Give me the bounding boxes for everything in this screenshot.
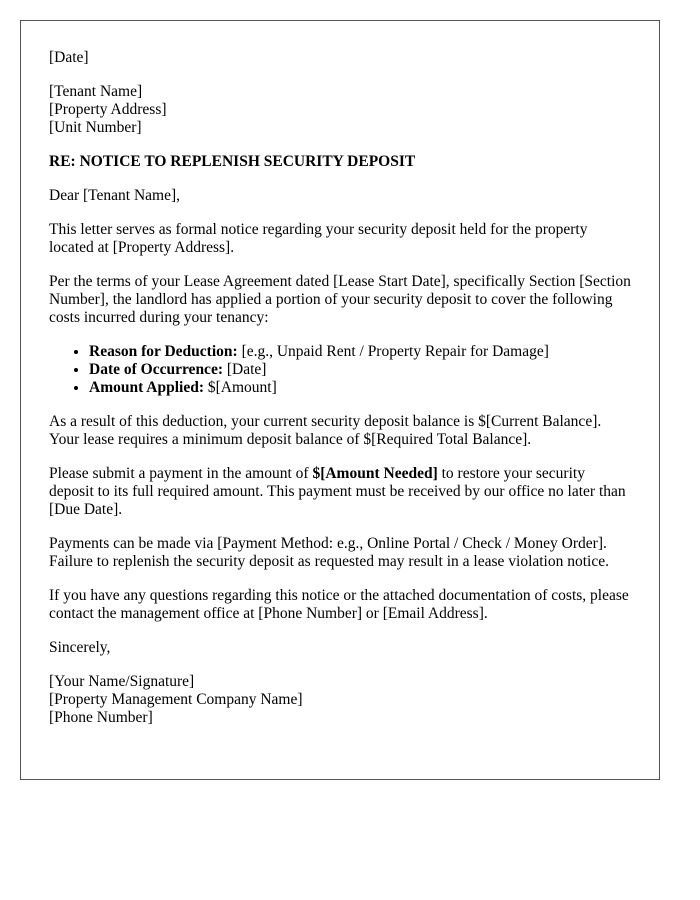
subject-line: RE: NOTICE TO REPLENISH SECURITY DEPOSIT xyxy=(49,153,416,170)
salutation: Dear [Tenant Name], xyxy=(49,187,181,204)
payment-text-before: Please submit a payment in the amount of xyxy=(49,465,313,482)
paragraph-contact: If you have any questions regarding this notice or the attached documentation of costs, please contact the management office at [Phone Number] or [Email Address]. xyxy=(49,587,629,622)
signature-block xyxy=(49,673,631,727)
deduction-label: Date of Occurrence: xyxy=(89,361,223,378)
recipient-block xyxy=(49,83,631,137)
letter-date xyxy=(49,49,631,67)
recipient-tenant-name: [Tenant Name] xyxy=(49,83,143,100)
deduction-value: $[Amount] xyxy=(204,379,277,396)
list-item-amount xyxy=(89,379,631,397)
signature-name: [Your Name/Signature] xyxy=(49,673,195,690)
date-text: [Date] xyxy=(49,49,89,66)
deduction-label: Amount Applied: xyxy=(89,379,204,396)
deduction-value: [e.g., Unpaid Rent / Property Repair for Damage] xyxy=(237,343,549,360)
deduction-label: Reason for Deduction: xyxy=(89,343,238,360)
paragraph-lease-terms: Per the terms of your Lease Agreement dated [Lease Start Date], specifically Section [Section Number], the landlord has applied a portion of your security deposit to cover the following costs incurred during your tenancy: xyxy=(49,273,631,326)
paragraph-notice: This letter serves as formal notice regarding your security deposit held for the property located at [Property Address]. xyxy=(49,221,588,256)
paragraph-payment-methods: Payments can be made via [Payment Method: e.g., Online Portal / Check / Money Order]. Failure to replenish the security deposit as requested may result in a lease violation notice. xyxy=(49,535,609,570)
deduction-value: [Date] xyxy=(222,361,267,378)
letter-page xyxy=(20,20,660,780)
paragraph-payment-request xyxy=(49,465,631,519)
signature-phone: [Phone Number] xyxy=(49,709,153,726)
signature-company: [Property Management Company Name] xyxy=(49,691,303,708)
deduction-list xyxy=(49,343,631,397)
paragraph-balance: As a result of this deduction, your current security deposit balance is $[Current Balance]. Your lease requires a minimum deposit balance of $[Required Total Balance]. xyxy=(49,413,602,448)
payment-text-after: to restore your security deposit to its full required amount. This payment must be received by our office no later than [Due Date]. xyxy=(49,465,626,518)
recipient-unit-number: [Unit Number] xyxy=(49,119,142,136)
list-item-reason xyxy=(89,343,631,361)
amount-needed: $[Amount Needed] xyxy=(312,465,438,482)
closing: Sincerely, xyxy=(49,639,111,656)
recipient-property-address: [Property Address] xyxy=(49,101,167,118)
list-item-date xyxy=(89,361,631,379)
